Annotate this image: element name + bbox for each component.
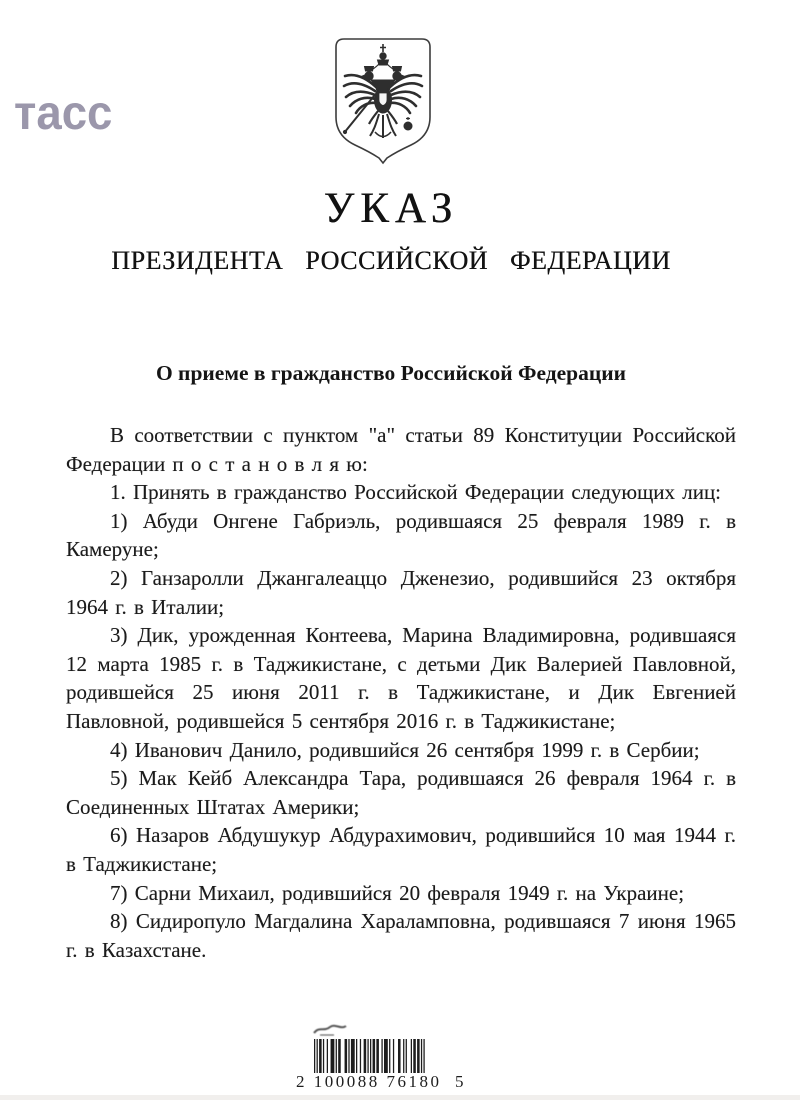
decree-paragraph: 3) Дик, урожденная Контеева, Марина Владимировна, родившаяся 12 марта 1985 г. в Таджикистане, с детьми Дик Валерией Павловной, родившейся 25 июня 2011 г. в Таджикистане, и Дик Евгенией Павловной, родившейся 5 сентября 2016 г. в Таджикистане; — [66, 623, 736, 733]
barcode-icon — [314, 1039, 426, 1073]
tass-watermark-logo: тасс — [14, 87, 113, 140]
decree-paragraph: В соответствии с пунктом "а" статьи 89 Конституции Российской Федерации п о с т а н о в л я ю: — [66, 423, 736, 476]
decree-body-text — [66, 421, 736, 964]
decree-paragraph: 6) Назаров Абдушукур Абдурахимович, родившийся 10 мая 1944 г. в Таджикистане; — [66, 823, 736, 876]
decree-paragraph: 2) Ганзаролли Джангалеаццо Дженезио, родившийся 23 октября 1964 г. в Италии; — [66, 565, 736, 619]
scan-page-edge — [0, 1095, 800, 1100]
decree-paragraph: 5) Мак Кейб Александра Тара, родившаяся 26 февраля 1964 г. в Соединенных Штатах Америки; — [66, 766, 736, 819]
decree-paragraph: 1. Принять в гражданство Российской Федерации следующих лиц: — [110, 480, 722, 505]
illegible-stamp-mark-icon — [310, 1022, 350, 1037]
document-title: УКАЗ — [323, 185, 459, 232]
document-subtitle: ПРЕЗИДЕНТА РОССИЙСКОЙ ФЕДЕРАЦИИ — [111, 246, 671, 275]
decree-paragraph: 8) Сидиропуло Магдалина Хараламповна, родившаяся 7 июня 1965 г. в Казахстане. — [66, 909, 736, 962]
barcode-block — [296, 1022, 496, 1094]
decree-paragraph: 4) Иванович Данило, родившийся 26 сентября 1999 г. в Сербии; — [110, 737, 700, 762]
decree-paragraph: 7) Сарни Михаил, родившийся 20 февраля 1949 г. на Украине; — [110, 880, 685, 905]
barcode-digits: 2 100088 76180 5 — [296, 1072, 466, 1091]
russian-coat-of-arms-icon — [329, 33, 437, 166]
decree-paragraph: 1) Абуди Онгене Габриэль, родившаяся 25 февраля 1989 г. в Камеруне; — [66, 508, 736, 562]
document-subject-line: О приеме в гражданство Российской Федерации — [155, 361, 627, 385]
